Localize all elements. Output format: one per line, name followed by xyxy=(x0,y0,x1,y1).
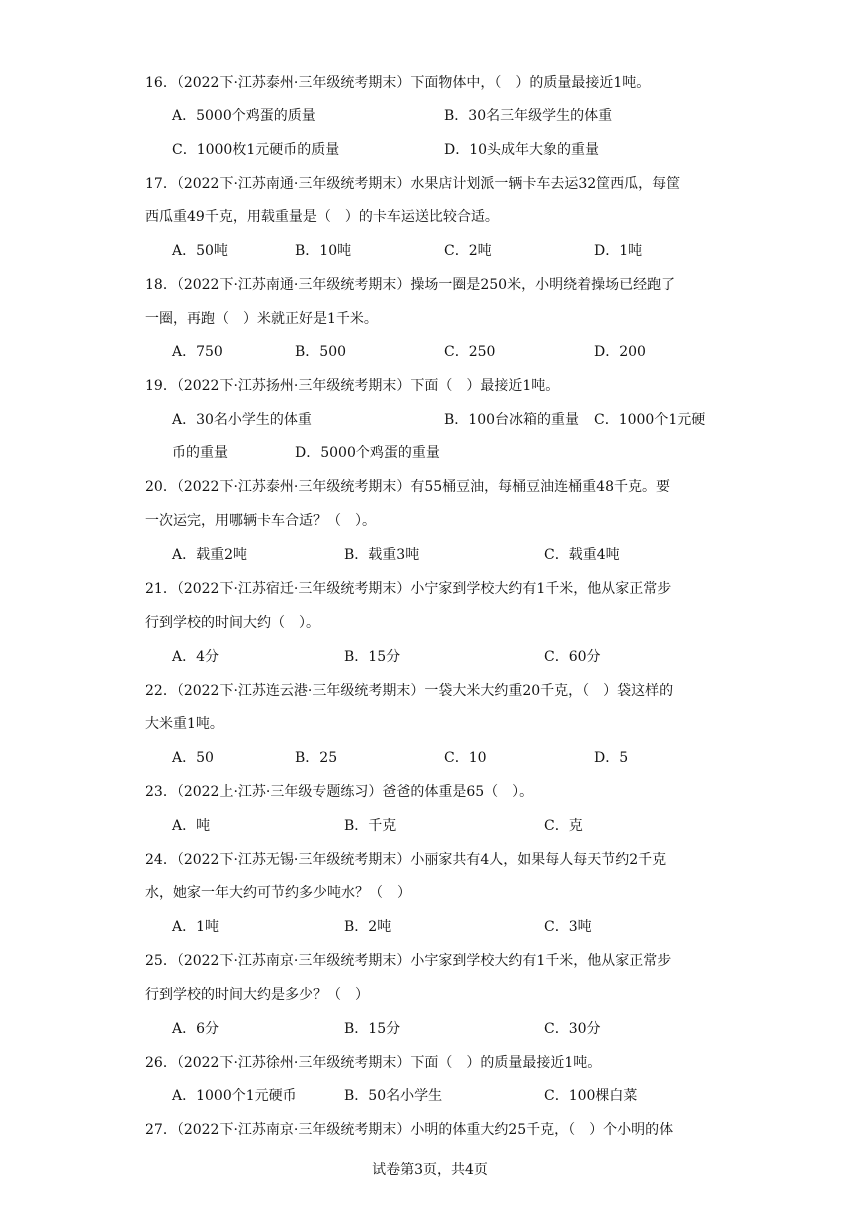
question-17-option-c: C．2吨 xyxy=(444,243,492,259)
question-21-stem-line-1: 21．（2022下·江苏宿迁·三年级统考期末）小宁家到学校大约有1千米，他从家正常步 xyxy=(145,581,672,597)
question-23-option-c: C．克 xyxy=(544,818,583,834)
question-19-stem: 19．（2022下·江苏扬州·三年级统考期末）下面（ ）最接近1吨。 xyxy=(145,378,560,394)
question-16-option-b: B．30名三年级学生的体重 xyxy=(444,108,613,124)
question-24-option-a: A．1吨 xyxy=(172,919,220,935)
question-16-stem: 16．（2022下·江苏泰州·三年级统考期末）下面物体中，（ ）的质量最接近1吨。 xyxy=(145,75,651,91)
question-17-stem-line-1: 17．（2022下·江苏南通·三年级统考期末）水果店计划派一辆卡车去运32筐西瓜，每筐 xyxy=(145,176,681,192)
question-25-option-a: A．6分 xyxy=(172,1021,220,1037)
question-21-option-a: A．4分 xyxy=(172,649,220,665)
question-25-option-c: C．30分 xyxy=(544,1021,601,1037)
question-23-option-b: B．千克 xyxy=(344,818,397,834)
question-20-option-c: C．载重4吨 xyxy=(544,547,620,563)
question-17-option-a: A．50吨 xyxy=(172,243,228,259)
question-19-option-b: B．100台冰箱的重量 xyxy=(444,412,580,428)
question-23-option-a: A．吨 xyxy=(172,818,211,834)
question-22-option-b: B．25 xyxy=(295,750,338,766)
question-18-stem-line-1: 18．（2022下·江苏南通·三年级统考期末）操场一圈是250米，小明绕着操场已经跑了 xyxy=(145,277,676,293)
question-19-option-c: C．1000个1元硬 xyxy=(594,412,706,428)
question-18-stem-line-2: 一圈，再跑（ ）米就正好是1千米。 xyxy=(145,311,378,327)
question-20-stem-line-2: 一次运完，用哪辆卡车合适？（ ）。 xyxy=(145,513,376,529)
question-23-stem: 23．（2022上·江苏·三年级专题练习）爸爸的体重是65（ ）。 xyxy=(145,784,534,800)
question-24-option-c: C．3吨 xyxy=(544,919,592,935)
question-18-option-a: A．750 xyxy=(172,344,223,360)
question-21-option-c: C．60分 xyxy=(544,649,601,665)
question-26-option-c: C．100棵白菜 xyxy=(544,1088,638,1104)
question-22-stem-line-2: 大米重1吨。 xyxy=(145,716,224,732)
question-24-stem-line-1: 24．（2022下·江苏无锡·三年级统考期末）小丽家共有4人，如果每人每天节约2千克 xyxy=(145,852,667,868)
question-20-option-a: A．载重2吨 xyxy=(172,547,248,563)
question-20-option-b: B．载重3吨 xyxy=(344,547,420,563)
question-18-option-b: B．500 xyxy=(295,344,347,360)
page-footer: 试卷第3页，共4页 xyxy=(372,1162,488,1178)
question-19-option-d: D．5000个鸡蛋的重量 xyxy=(295,445,440,461)
question-20-stem-line-1: 20．（2022下·江苏泰州·三年级统考期末）有55桶豆油，每桶豆油连桶重48千克。要 xyxy=(145,479,670,495)
question-25-stem-line-1: 25．（2022下·江苏南京·三年级统考期末）小宇家到学校大约有1千米，他从家正常步 xyxy=(145,953,672,969)
question-24-stem-line-2: 水，她家一年大约可节约多少吨水？（ ） xyxy=(145,885,411,901)
question-16-option-a: A．5000个鸡蛋的质量 xyxy=(172,108,316,124)
question-22-option-a: A．50 xyxy=(172,750,214,766)
question-25-stem-line-2: 行到学校的时间大约是多少？（ ） xyxy=(145,987,369,1003)
question-18-option-d: D．200 xyxy=(594,344,646,360)
question-17-stem-line-2: 西瓜重49千克，用载重量是（ ）的卡车运送比较合适。 xyxy=(145,209,499,225)
question-21-stem-line-2: 行到学校的时间大约（ ）。 xyxy=(145,615,320,631)
question-16-option-d: D．10头成年大象的重量 xyxy=(444,142,600,158)
question-17-option-b: B．10吨 xyxy=(295,243,352,259)
question-21-option-b: B．15分 xyxy=(344,649,401,665)
question-22-stem-line-1: 22．（2022下·江苏连云港·三年级统考期末）一袋大米大约重20千克，（ ）袋这样的 xyxy=(145,683,674,699)
question-26-option-b: B．50名小学生 xyxy=(344,1088,443,1104)
question-22-option-c: C．10 xyxy=(444,750,487,766)
question-18-option-c: C．250 xyxy=(444,344,496,360)
question-27-stem: 27．（2022下·江苏南京·三年级统考期末）小明的体重大约25千克，（ ）个小明的体 xyxy=(145,1122,674,1138)
question-26-option-a: A．1000个1元硬币 xyxy=(172,1088,297,1104)
question-22-option-d: D．5 xyxy=(594,750,629,766)
question-19-option-a: A．30名小学生的体重 xyxy=(172,412,312,428)
question-25-option-b: B．15分 xyxy=(344,1021,401,1037)
question-17-option-d: D．1吨 xyxy=(594,243,643,259)
question-26-stem: 26．（2022下·江苏徐州·三年级统考期末）下面（ ）的质量最接近1吨。 xyxy=(145,1055,602,1071)
question-19-option-c-continued: 币的重量 xyxy=(172,445,228,461)
question-24-option-b: B．2吨 xyxy=(344,919,392,935)
question-16-option-c: C．1000枚1元硬币的质量 xyxy=(172,142,340,158)
